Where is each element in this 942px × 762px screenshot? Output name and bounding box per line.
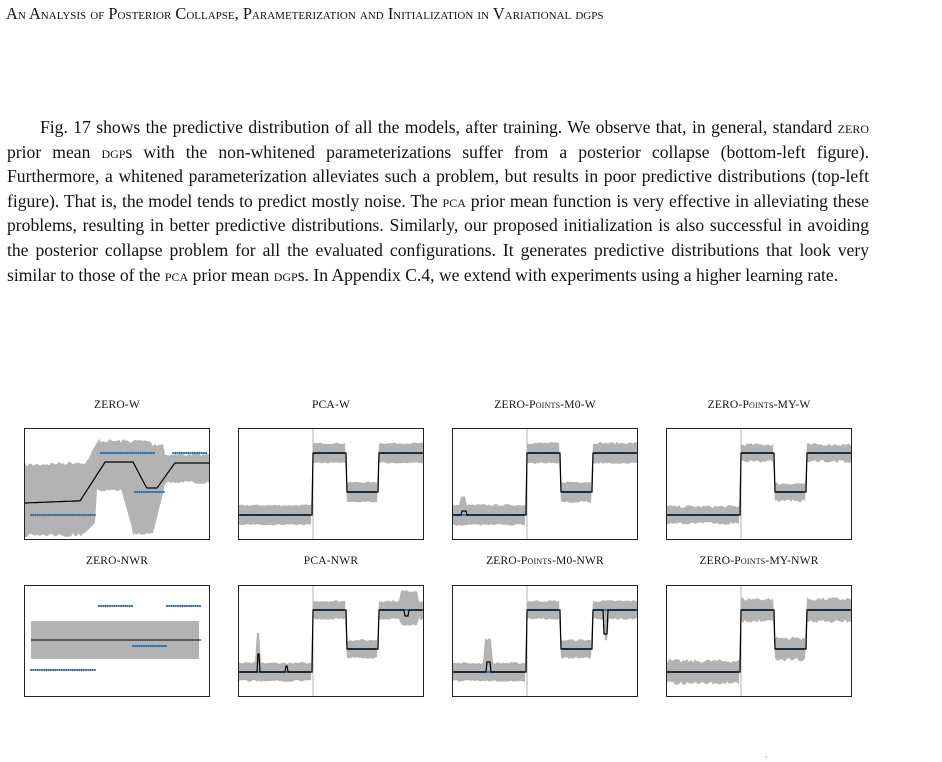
- data-point: [156, 491, 158, 493]
- data-point: [173, 605, 175, 607]
- predictive-mean-line: [239, 610, 423, 672]
- data-point: [56, 669, 58, 671]
- data-point: [145, 491, 147, 493]
- data-point: [190, 605, 192, 607]
- data-point: [87, 669, 89, 671]
- plot-canvas: [667, 429, 851, 539]
- data-point: [170, 605, 172, 607]
- data-point: [174, 452, 176, 454]
- data-point: [72, 669, 74, 671]
- data-point: [48, 514, 50, 516]
- data-point: [134, 645, 136, 647]
- data-point: [188, 605, 190, 607]
- data-point: [115, 452, 117, 454]
- uncertainty-band: [453, 442, 637, 526]
- uncertainty-band: [453, 600, 637, 682]
- data-point: [150, 645, 152, 647]
- data-point: [126, 452, 128, 454]
- data-point: [142, 452, 144, 454]
- data-point: [109, 605, 111, 607]
- data-point: [136, 645, 138, 647]
- data-point: [92, 669, 94, 671]
- panel-title-pca-nwr: PCA-NWR: [303, 555, 359, 567]
- data-point: [70, 669, 72, 671]
- data-point: [41, 669, 43, 671]
- data-point: [59, 514, 61, 516]
- plot-canvas: [25, 429, 209, 539]
- data-point: [148, 452, 150, 454]
- text-segment: prior mean: [188, 264, 274, 285]
- data-point: [83, 669, 85, 671]
- data-point: [187, 452, 189, 454]
- data-point: [185, 452, 187, 454]
- data-point: [192, 605, 194, 607]
- data-point: [163, 645, 165, 647]
- data-point: [129, 605, 131, 607]
- data-point: [463, 514, 465, 516]
- data-point: [100, 605, 102, 607]
- data-point: [104, 452, 106, 454]
- data-point: [107, 605, 109, 607]
- data-point: [113, 605, 115, 607]
- data-point: [190, 452, 192, 454]
- panel-title-zero-w: ZERO-W: [94, 399, 140, 411]
- plot-panel-pca-nwr: [238, 585, 424, 697]
- data-point: [109, 452, 111, 454]
- plot-panel-pca-w: [238, 428, 424, 540]
- data-point: [89, 669, 91, 671]
- data-point: [197, 605, 199, 607]
- data-point: [176, 452, 178, 454]
- data-point: [94, 514, 96, 516]
- data-point: [203, 452, 205, 454]
- data-point: [179, 452, 181, 454]
- data-point: [151, 452, 153, 454]
- data-point: [177, 605, 179, 607]
- data-point: [100, 452, 102, 454]
- data-point: [183, 452, 185, 454]
- data-point: [76, 669, 78, 671]
- data-point: [50, 514, 52, 516]
- data-point: [56, 514, 58, 516]
- data-point: [149, 491, 151, 493]
- data-point: [37, 514, 39, 516]
- data-point: [81, 669, 83, 671]
- panel-title-zero-nwr: ZERO-NWR: [85, 555, 149, 567]
- data-point: [156, 645, 158, 647]
- data-point: [145, 645, 147, 647]
- text-segment: s. In Appendix C.4, we extend with experiments using a higher learning rate.: [297, 264, 839, 285]
- text-segment: prior mean: [7, 141, 102, 162]
- data-point: [124, 452, 126, 454]
- data-point: [166, 605, 168, 607]
- data-point: [34, 514, 36, 516]
- data-point: [76, 514, 78, 516]
- data-point: [118, 452, 120, 454]
- data-point: [70, 514, 72, 516]
- running-head-text: An Analysis of Posterior Collapse, Parameterization and Initialization in Variational dgps: [6, 4, 604, 23]
- data-point: [406, 609, 408, 611]
- data-point: [32, 514, 34, 516]
- model-name: dgp: [273, 264, 298, 285]
- data-point: [147, 491, 149, 493]
- uncertainty-band: [239, 590, 423, 682]
- data-point: [146, 452, 148, 454]
- data-point: [131, 605, 133, 607]
- data-point: [129, 452, 131, 454]
- data-point: [140, 452, 142, 454]
- data-point: [72, 514, 74, 516]
- plot-panel-zero-points-my-w: [666, 428, 852, 540]
- plot-panel-zero-points-m0-w: [452, 428, 638, 540]
- data-point: [102, 452, 104, 454]
- panel-title-zero-points-m0-nwr: ZERO-Points-M0-NWR: [486, 555, 604, 567]
- data-point: [152, 491, 154, 493]
- plot-canvas: [239, 586, 423, 696]
- data-point: [122, 605, 124, 607]
- text-segment: Fig. 17 shows the predictive distribution of all the models, after training. We observe that, in general, standard: [40, 117, 838, 137]
- data-point: [48, 669, 50, 671]
- data-point: [132, 645, 134, 647]
- data-point: [74, 669, 76, 671]
- data-point: [175, 605, 177, 607]
- data-point: [59, 669, 61, 671]
- data-point: [45, 514, 47, 516]
- data-point: [63, 669, 65, 671]
- data-point: [152, 645, 154, 647]
- data-point: [43, 514, 45, 516]
- data-point: [92, 514, 94, 516]
- data-point: [32, 669, 34, 671]
- plot-canvas: [239, 429, 423, 539]
- data-point: [120, 605, 122, 607]
- data-point: [154, 645, 156, 647]
- panel-title-zero-points-m0-w: ZERO-Points-M0-W: [494, 399, 596, 411]
- data-point: [158, 645, 160, 647]
- data-point: [63, 514, 65, 516]
- data-point: [158, 491, 160, 493]
- data-point: [165, 645, 167, 647]
- data-point: [127, 605, 129, 607]
- data-point: [39, 514, 41, 516]
- page-mark: ·: [765, 753, 768, 762]
- plot-canvas: [453, 429, 637, 539]
- data-point: [160, 491, 162, 493]
- data-point: [192, 452, 194, 454]
- data-point: [81, 514, 83, 516]
- data-point: [154, 491, 156, 493]
- data-point: [135, 452, 137, 454]
- text-segment: s with the non-whitened parameterizations suffer from a posterior collapse (bottom-left figure). Furthermore, a whitened parameterization alleviates such a problem, but results in poor predictive distributions (top-left figure). That is, the model tends to predict mostly noise. The: [7, 141, 869, 211]
- text-segment: prior mean function is very effective in alleviating these problems, resulting in better predictive distributions. Similarly, our proposed initialization is also successful in avoiding the posterior collapse problem for all the evaluated configurations. It generates predictive distributions that look very similar to those of the: [7, 190, 869, 285]
- uncertainty-band: [667, 443, 851, 525]
- plot-canvas: [25, 586, 209, 696]
- data-point: [52, 669, 54, 671]
- data-point: [179, 605, 181, 607]
- data-point: [201, 452, 203, 454]
- data-point: [199, 605, 201, 607]
- data-point: [61, 669, 63, 671]
- data-point: [153, 452, 155, 454]
- model-name: dgp: [101, 141, 126, 162]
- data-point: [184, 605, 186, 607]
- data-point: [181, 605, 183, 607]
- data-point: [61, 514, 63, 516]
- data-point: [198, 452, 200, 454]
- data-point: [116, 605, 118, 607]
- data-point: [143, 645, 145, 647]
- data-point: [139, 645, 141, 647]
- data-point: [147, 645, 149, 647]
- data-point: [122, 452, 124, 454]
- data-point: [120, 452, 122, 454]
- data-point: [124, 605, 126, 607]
- data-point: [83, 514, 85, 516]
- body-paragraph: [7, 115, 869, 287]
- data-point: [67, 514, 69, 516]
- data-point: [118, 605, 120, 607]
- data-point: [98, 605, 100, 607]
- data-point: [205, 452, 207, 454]
- data-point: [138, 491, 140, 493]
- data-point: [65, 669, 67, 671]
- data-point: [34, 669, 36, 671]
- data-point: [85, 669, 87, 671]
- data-point: [52, 514, 54, 516]
- data-point: [41, 514, 43, 516]
- data-point: [105, 605, 107, 607]
- plot-canvas: [667, 586, 851, 696]
- data-point: [168, 605, 170, 607]
- data-point: [487, 671, 489, 673]
- data-point: [141, 491, 143, 493]
- data-point: [87, 514, 89, 516]
- running-head: [6, 4, 942, 24]
- data-point: [54, 669, 56, 671]
- data-point: [194, 452, 196, 454]
- data-point: [89, 514, 91, 516]
- data-point: [131, 452, 133, 454]
- panel-title-zero-points-my-nwr: ZERO-Points-MY-NWR: [699, 555, 819, 567]
- data-point: [37, 669, 39, 671]
- data-point: [107, 452, 109, 454]
- data-point: [111, 452, 113, 454]
- data-point: [85, 514, 87, 516]
- plot-panel-zero-w: [24, 428, 210, 540]
- data-point: [54, 514, 56, 516]
- data-point: [161, 645, 163, 647]
- data-point: [196, 452, 198, 454]
- data-point: [163, 491, 165, 493]
- data-point: [186, 605, 188, 607]
- data-point: [143, 491, 145, 493]
- data-point: [30, 514, 32, 516]
- panel-title-zero-points-my-w: ZERO-Points-MY-W: [707, 399, 811, 411]
- plot-panel-zero-nwr: [24, 585, 210, 697]
- data-point: [30, 669, 32, 671]
- data-point: [65, 514, 67, 516]
- data-point: [50, 669, 52, 671]
- data-point: [94, 669, 96, 671]
- data-point: [113, 452, 115, 454]
- data-point: [195, 605, 197, 607]
- data-point: [133, 452, 135, 454]
- predictive-mean-line: [667, 453, 851, 515]
- data-point: [144, 452, 146, 454]
- data-point: [78, 669, 80, 671]
- data-point: [605, 609, 607, 611]
- plot-canvas: [453, 586, 637, 696]
- data-point: [102, 605, 104, 607]
- data-point: [111, 605, 113, 607]
- data-point: [43, 669, 45, 671]
- data-point: [45, 669, 47, 671]
- data-point: [67, 669, 69, 671]
- model-name: pca: [442, 190, 466, 211]
- data-point: [39, 669, 41, 671]
- data-point: [172, 452, 174, 454]
- data-point: [74, 514, 76, 516]
- uncertainty-band: [239, 443, 423, 526]
- data-point: [181, 452, 183, 454]
- plot-panel-zero-points-my-nwr: [666, 585, 852, 697]
- data-point: [137, 452, 139, 454]
- data-point: [141, 645, 143, 647]
- data-point: [134, 491, 136, 493]
- panel-title-pca-w: PCA-W: [311, 399, 351, 411]
- data-point: [136, 491, 138, 493]
- model-name: zero: [837, 117, 869, 137]
- plot-panel-zero-points-m0-nwr: [452, 585, 638, 697]
- model-name: pca: [164, 264, 189, 285]
- data-point: [78, 514, 80, 516]
